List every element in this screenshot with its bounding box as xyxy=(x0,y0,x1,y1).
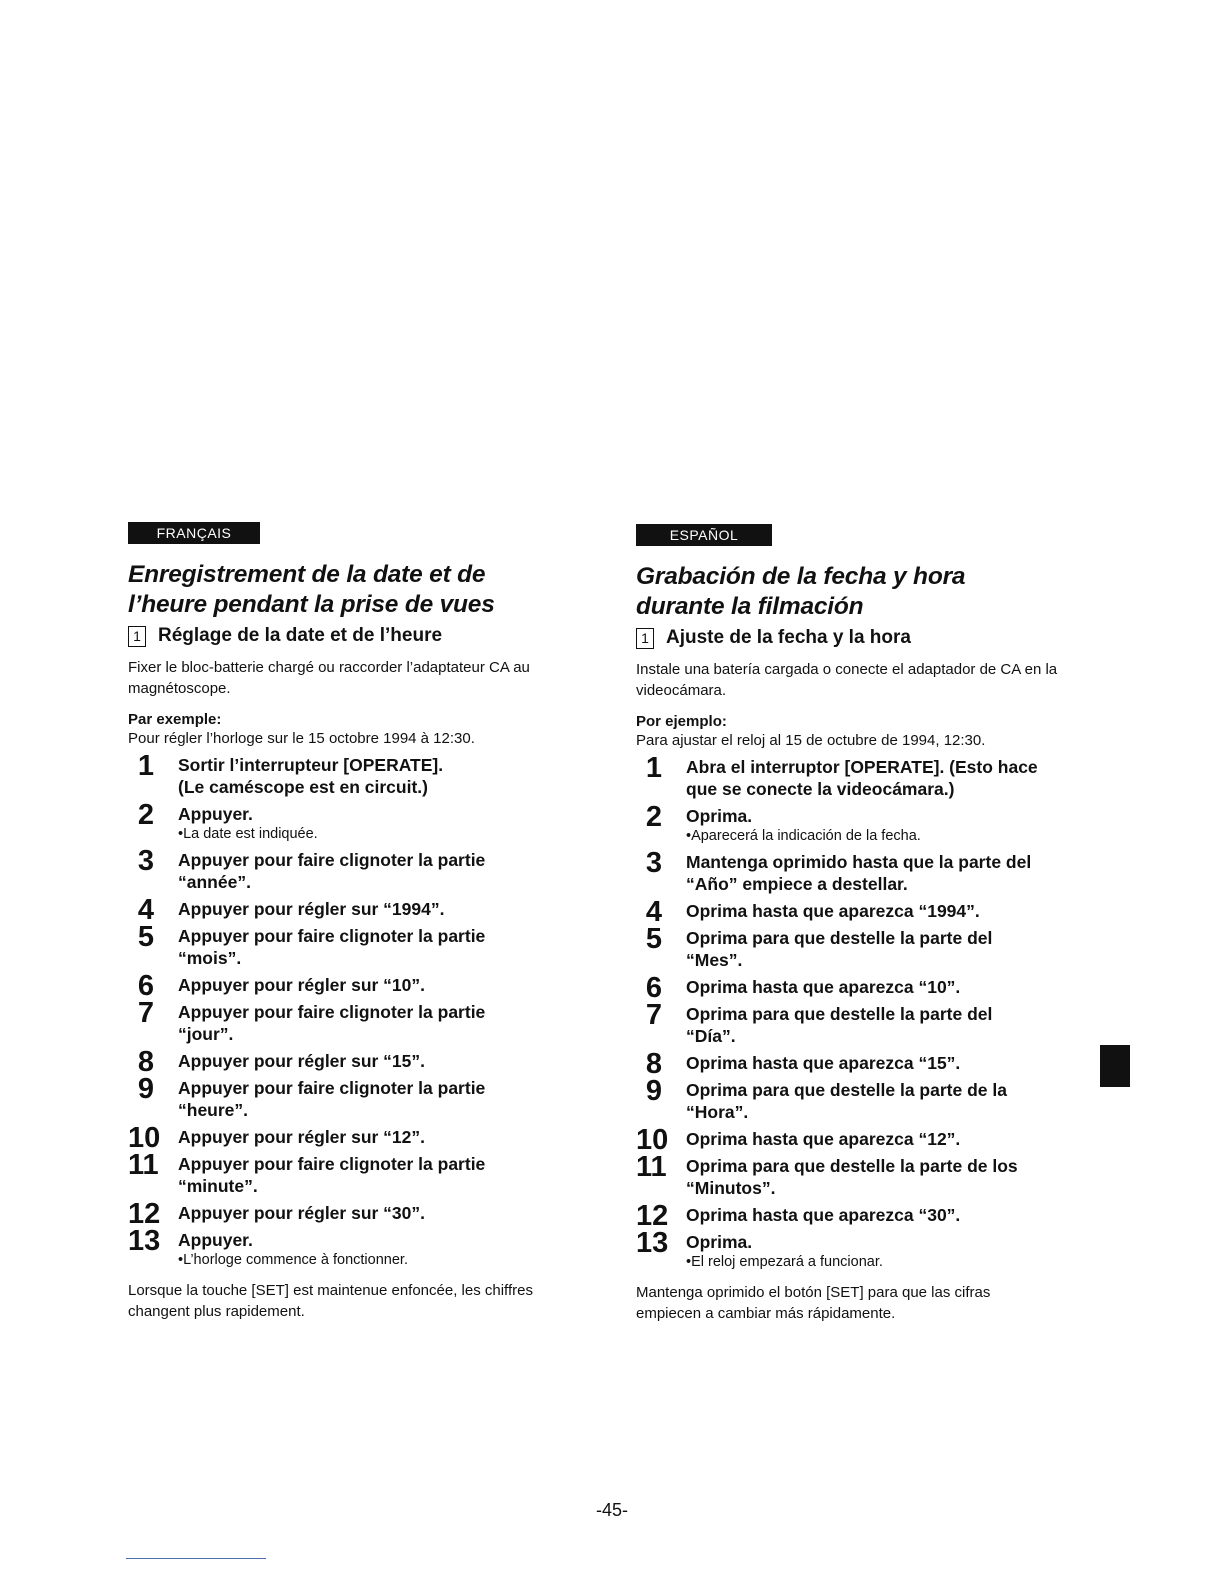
step-text: Appuyer pour régler sur “1994”. xyxy=(178,899,445,919)
spanish-section-heading xyxy=(636,626,1086,650)
french-section-title: Réglage de la date et de l’heure xyxy=(158,625,443,646)
step-text: Oprima hasta que aparezca “30”. xyxy=(686,1205,961,1225)
french-section-heading xyxy=(128,624,578,648)
step-number: 2 xyxy=(645,801,663,833)
step-text: Abra el interruptor [OPERATE]. (Esto hace que se conecte la videocámara.) xyxy=(686,757,1038,799)
step-number: 13 xyxy=(128,1225,161,1257)
french-intro: Fixer le bloc-batterie chargé ou raccorder l’adaptateur CA au magnétoscope. xyxy=(128,659,530,697)
step-item xyxy=(128,921,578,969)
step-item xyxy=(128,894,578,926)
step-item xyxy=(128,1198,578,1230)
step-item xyxy=(636,999,1086,1047)
step-text: Oprima para que destelle la parte de los “Minutos”. xyxy=(686,1156,1018,1198)
step-item xyxy=(636,972,1086,1004)
step-number: 12 xyxy=(128,1198,161,1230)
spanish-column xyxy=(636,524,1086,1324)
step-text: Oprima para que destelle la parte del “Día”. xyxy=(686,1004,993,1046)
step-item xyxy=(636,1151,1086,1199)
step-number: 6 xyxy=(137,970,155,1002)
step-number: 10 xyxy=(128,1122,161,1154)
french-title-line2: l’heure pendant la prise de vues xyxy=(128,591,495,618)
step-number: 1 xyxy=(137,750,155,782)
step-note: •L’horloge commence à fonctionner. xyxy=(178,1252,408,1268)
step-text: Appuyer. xyxy=(178,804,253,824)
step-note: •La date est indiquée. xyxy=(178,826,318,842)
step-item xyxy=(128,799,578,844)
spanish-intro: Instale una batería cargada o conecte el adaptador de CA en la videocámara. xyxy=(636,661,1058,699)
spanish-title-line2: durante la filmación xyxy=(636,593,864,620)
french-title-line1: Enregistrement de la date et de xyxy=(128,561,486,588)
step-number: 7 xyxy=(137,997,155,1029)
step-text: Oprima. xyxy=(686,806,753,826)
step-number: 7 xyxy=(645,999,663,1031)
step-item xyxy=(128,1073,578,1121)
step-text: Appuyer pour faire clignoter la partie “heure”. xyxy=(178,1078,486,1120)
step-item xyxy=(636,1227,1086,1272)
french-column xyxy=(128,522,578,1322)
section-number-box: 1 xyxy=(636,628,654,649)
french-title xyxy=(128,560,578,620)
step-number: 5 xyxy=(137,921,155,953)
step-number: 2 xyxy=(137,799,155,831)
french-footer-note: Lorsque la touche [SET] est maintenue enfoncée, les chiffres changent plus rapidement. xyxy=(128,1282,533,1320)
step-number: 5 xyxy=(645,923,663,955)
step-number: 4 xyxy=(137,894,155,926)
step-number: 3 xyxy=(137,845,155,877)
step-text: Appuyer pour faire clignoter la partie “jour”. xyxy=(178,1002,486,1044)
step-number: 11 xyxy=(636,1151,667,1183)
step-text: Oprima hasta que aparezca “10”. xyxy=(686,977,961,997)
step-text: Appuyer pour faire clignoter la partie “mois”. xyxy=(178,926,486,968)
step-note: •Aparecerá la indicación de la fecha. xyxy=(686,828,921,844)
french-example-label: Par exemple: xyxy=(128,711,222,728)
step-text: Oprima hasta que aparezca “12”. xyxy=(686,1129,961,1149)
step-item xyxy=(636,1200,1086,1232)
step-item xyxy=(636,1124,1086,1156)
step-number: 6 xyxy=(645,972,663,1004)
step-item xyxy=(636,752,1086,800)
step-text: Appuyer pour régler sur “12”. xyxy=(178,1127,426,1147)
step-item xyxy=(128,1225,578,1270)
step-text: Appuyer pour faire clignoter la partie “année”. xyxy=(178,850,486,892)
step-text: Appuyer pour régler sur “15”. xyxy=(178,1051,426,1071)
spanish-title xyxy=(636,562,1086,622)
step-text: Oprima para que destelle la parte de la “Hora”. xyxy=(686,1080,1007,1122)
step-number: 3 xyxy=(645,847,663,879)
page-number: -45- xyxy=(595,1500,628,1520)
step-text: Appuyer pour faire clignoter la partie “minute”. xyxy=(178,1154,486,1196)
page-edge-marker xyxy=(1100,1045,1130,1087)
spanish-section-title: Ajuste de la fecha y la hora xyxy=(666,627,911,648)
step-text: Appuyer pour régler sur “10”. xyxy=(178,975,426,995)
step-text: Appuyer. xyxy=(178,1230,253,1250)
spanish-title-line1: Grabación de la fecha y hora xyxy=(636,563,966,590)
step-number: 12 xyxy=(636,1200,669,1232)
spanish-steps-list xyxy=(636,752,1086,1272)
step-item xyxy=(128,1149,578,1197)
bottom-rule xyxy=(126,1558,266,1559)
step-text: Oprima para que destelle la parte del “Mes”. xyxy=(686,928,993,970)
step-number: 9 xyxy=(645,1075,663,1107)
step-item xyxy=(636,801,1086,846)
step-item xyxy=(128,1046,578,1078)
language-tab-spanish: ESPAÑOL xyxy=(636,524,772,546)
step-item xyxy=(636,1075,1086,1123)
step-text: Oprima. xyxy=(686,1232,753,1252)
step-item xyxy=(636,896,1086,928)
step-item xyxy=(128,845,578,893)
french-example-text: Pour régler l’horloge sur le 15 octobre 1994 à 12:30. xyxy=(128,730,475,747)
spanish-footer-note: Mantenga oprimido el botón [SET] para que las cifras empiecen a cambiar más rápidamente. xyxy=(636,1284,991,1322)
step-item xyxy=(636,847,1086,895)
step-number: 8 xyxy=(645,1048,663,1080)
step-item xyxy=(128,1122,578,1154)
step-number: 9 xyxy=(137,1073,155,1105)
step-text: Oprima hasta que aparezca “15”. xyxy=(686,1053,961,1073)
step-item xyxy=(128,750,578,798)
step-number: 11 xyxy=(128,1149,159,1181)
language-tab-french: FRANÇAIS xyxy=(128,522,260,544)
step-number: 10 xyxy=(636,1124,669,1156)
step-text: Oprima hasta que aparezca “1994”. xyxy=(686,901,980,921)
step-item xyxy=(636,923,1086,971)
step-item xyxy=(128,997,578,1045)
french-steps-list xyxy=(128,750,578,1270)
step-text: Mantenga oprimido hasta que la parte del “Año” empiece a destellar. xyxy=(686,852,1032,894)
step-note: •El reloj empezará a funcionar. xyxy=(686,1254,883,1270)
step-number: 4 xyxy=(645,896,663,928)
spanish-example-text: Para ajustar el reloj al 15 de octubre de 1994, 12:30. xyxy=(636,732,986,749)
step-number: 13 xyxy=(636,1227,669,1259)
step-number: 8 xyxy=(137,1046,155,1078)
step-text: Appuyer pour régler sur “30”. xyxy=(178,1203,426,1223)
section-number-box: 1 xyxy=(128,626,146,647)
spanish-example-label: Por ejemplo: xyxy=(636,713,727,730)
step-number: 1 xyxy=(645,752,663,784)
step-text: Sortir l’interrupteur [OPERATE]. (Le caméscope est en circuit.) xyxy=(178,755,444,797)
step-item xyxy=(128,970,578,1002)
step-item xyxy=(636,1048,1086,1080)
